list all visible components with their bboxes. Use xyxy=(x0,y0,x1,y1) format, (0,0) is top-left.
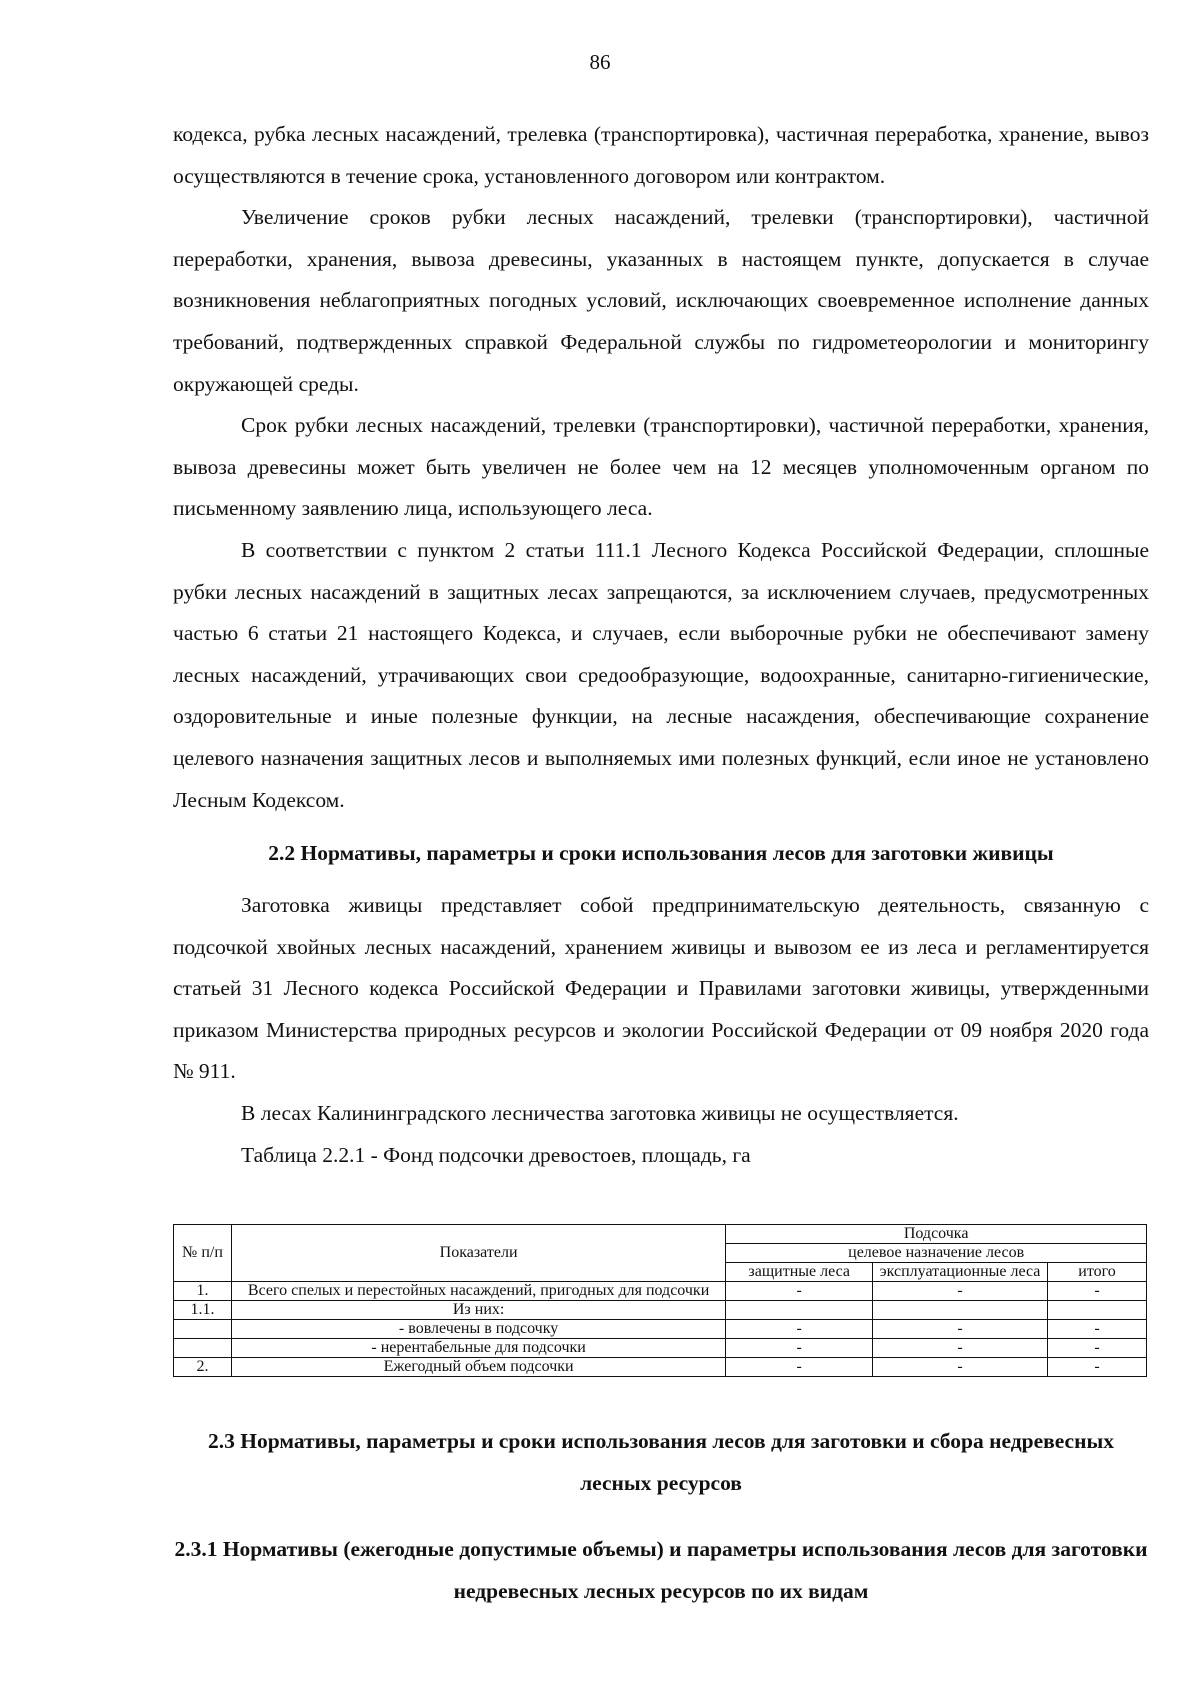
page-number: 86 xyxy=(589,50,611,74)
row-exploitation: - xyxy=(873,1339,1048,1358)
row-protective: - xyxy=(726,1358,873,1377)
table-row xyxy=(174,1320,1147,1339)
table-row xyxy=(174,1301,1147,1320)
section-2-3-headings xyxy=(173,1420,1149,1612)
table-caption: Таблица 2.2.1 - Фонд подсочки древостоев, площадь, га xyxy=(241,1142,751,1167)
row-label: - нерентабельные для подсочки xyxy=(231,1339,725,1358)
header-indicators: Показатели xyxy=(231,1225,725,1282)
tapping-fund-table xyxy=(173,1224,1147,1377)
row-exploitation: - xyxy=(873,1358,1048,1377)
header-protective: защитные леса xyxy=(726,1263,873,1282)
row-label: Всего спелых и перестойных насаждений, пригодных для подсочки xyxy=(231,1282,725,1301)
section-heading-2-3: 2.3 Нормативы, параметры и сроки использования лесов для заготовки и сбора недревесных лесных ресурсов xyxy=(207,1429,1115,1495)
paragraph: В лесах Калининградского лесничества заготовка живицы не осуществляется. xyxy=(241,1101,959,1126)
header-purpose: целевое назначение лесов xyxy=(726,1244,1147,1263)
row-num xyxy=(174,1339,232,1358)
header-tapping: Подсочка xyxy=(726,1225,1147,1244)
paragraph: Заготовка живицы представляет собой предпринимательскую деятельность, связанную с подсочкой хвойных лесных насаждений, хранением живицы и вывозом ее из леса и регламентируется статьей 31 Лесного кодекса Российской Федерации и Правилами заготовки живицы, утвержденными приказом Министерства природных ресурсов и экологии Российской Федерации от 09 ноября 2020 года № 911. xyxy=(173,893,1149,1084)
table-header-row xyxy=(174,1225,1147,1244)
row-total xyxy=(1048,1301,1147,1320)
row-label: Ежегодный объем подсочки xyxy=(231,1358,725,1377)
table-row xyxy=(174,1339,1147,1358)
row-label: Из них: xyxy=(231,1301,725,1320)
row-num xyxy=(174,1320,232,1339)
row-total: - xyxy=(1048,1282,1147,1301)
section-heading-2-2: 2.2 Нормативы, параметры и сроки использования лесов для заготовки живицы xyxy=(268,841,1054,866)
row-protective: - xyxy=(726,1320,873,1339)
header-exploitation: эксплуатационные леса xyxy=(873,1263,1048,1282)
paragraph: кодекса, рубка лесных насаждений, трелевка (транспортировка), частичная переработка, хранение, вывоз осуществляются в течение срока, установленного договором или контрактом. xyxy=(173,122,1149,188)
row-protective: - xyxy=(726,1282,873,1301)
row-exploitation: - xyxy=(873,1282,1048,1301)
body-text xyxy=(173,114,1149,1176)
row-num: 1. xyxy=(174,1282,232,1301)
row-exploitation: - xyxy=(873,1320,1048,1339)
row-num: 1.1. xyxy=(174,1301,232,1320)
section-heading-2-3-1: 2.3.1 Нормативы (ежегодные допустимые объемы) и параметры использования лесов для заготовки недревесных лесных ресурсов по их видам xyxy=(174,1537,1148,1603)
row-total: - xyxy=(1048,1320,1147,1339)
row-total: - xyxy=(1048,1339,1147,1358)
row-exploitation xyxy=(873,1301,1048,1320)
paragraph: Увеличение сроков рубки лесных насаждений, трелевки (транспортировки), частичной переработки, хранения, вывоза древесины, указанных в настоящем пункте, допускается в случае возникновения неблагоприятных погодных условий, исключающих своевременное исполнение данных требований, подтвержденных справкой Федеральной службы по гидрометеорологии и мониторингу окружающей среды. xyxy=(173,205,1149,396)
table-row xyxy=(174,1282,1147,1301)
table-row xyxy=(174,1358,1147,1377)
header-total: итого xyxy=(1048,1263,1147,1282)
row-total: - xyxy=(1048,1358,1147,1377)
paragraph: В соответствии с пунктом 2 статьи 111.1 Лесного Кодекса Российской Федерации, сплошные рубки лесных насаждений в защитных лесах запрещаются, за исключением случаев, предусмотренных частью 6 статьи 21 настоящего Кодекса, и случаев, если выборочные рубки не обеспечивают замену лесных насаждений, утрачивающих свои средообразующие, водоохранные, санитарно-гигиенические, оздоровительные и иные полезные функции, на лесные насаждения, обеспечивающие сохранение целевого назначения защитных лесов и выполняемых ими полезных функций, если иное не установлено Лесным Кодексом. xyxy=(173,537,1149,812)
row-protective: - xyxy=(726,1339,873,1358)
row-num: 2. xyxy=(174,1358,232,1377)
row-protective xyxy=(726,1301,873,1320)
header-num: № п/п xyxy=(174,1225,232,1282)
row-label: - вовлечены в подсочку xyxy=(231,1320,725,1339)
paragraph: Срок рубки лесных насаждений, трелевки (транспортировки), частичной переработки, хранения, вывоза древесины может быть увеличен не более чем на 12 месяцев уполномоченным органом по письменному заявлению лица, использующего леса. xyxy=(173,413,1149,521)
